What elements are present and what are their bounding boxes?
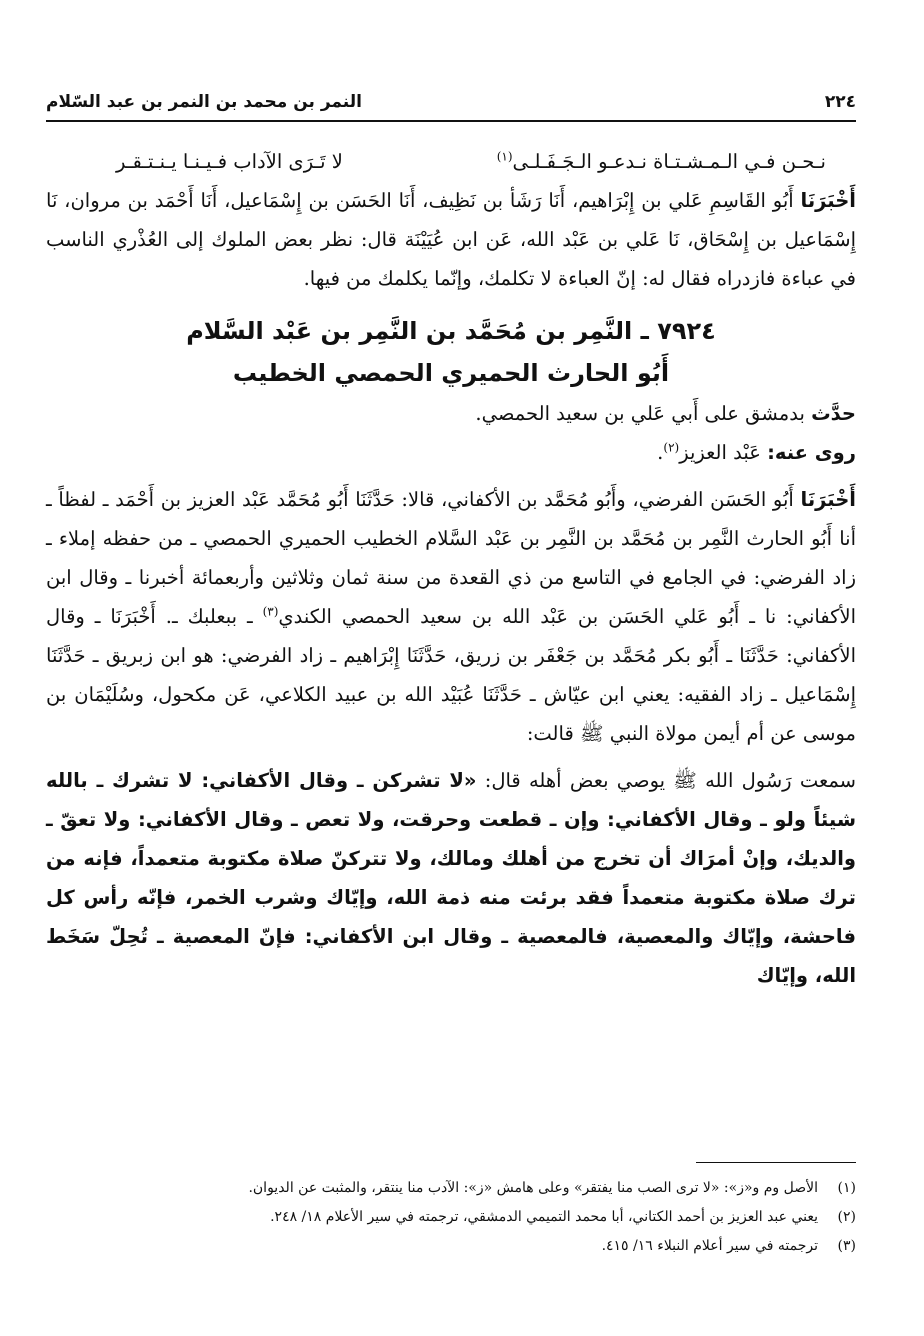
paragraph-3-bold-text: «لا تشركن ـ وقال الأكفاني: لا تشرك ـ بالله شيئاً ولو ـ وقال الأكفاني: وإن ـ قطعت وحرقت، ولا تعص ـ وقال الأكفاني: ولا تعقّ ـ والديك، وإنْ أمرَاك أن تخرج من أهلك ومالك، ولا تتركنّ صلاة مكتوبة متعمداً، فإنه من ترك صلاة مكتوبة متعمداً فقد برئت منه ذمة الله، وإيّاك وشرب الخمر، فإنّه رأس كل فاحشة، وإيّاك والمعصية، فالمعصية ـ وقال ابن الأكفاني: فإنّ المعصية ـ تُحِلّ سَخَط الله، وإيّاك xyxy=(46,769,856,987)
page-header xyxy=(46,76,856,112)
footnote-number: (٢) xyxy=(837,1209,856,1225)
paragraph-3-intro: سمعت رَسُول الله ﷺ يوصي بعض أهله قال: xyxy=(476,769,856,792)
footnote-rule xyxy=(696,1162,856,1163)
running-title: النمر بن محمد بن النمر بن عبد السّلام xyxy=(46,92,362,112)
footnote-3 xyxy=(46,1232,856,1261)
footnote-number: (٣) xyxy=(837,1238,856,1254)
paragraph-1-text: أَبُو القَاسِمِ عَلي بن إِبْرَاهيم، أَنَا رَشَأ بن نَظِيف، أَنَا الحَسَن بن إِسْمَاعيل، أَنَا أَحْمَد بن مروان، نَا إِسْمَاعيل بن إِسْحَاق، نَا عَلي بن عَبْد الله، عَن ابن عُيَيْنَة قال: نظر بعض الملوك إلى العُذْري الناسب في عباءة فازدراه فقال له: إنّ العباءة لا تكلمك، وإنّما يكلمك من فيها. xyxy=(46,189,856,290)
haddatha-lead: حدَّث xyxy=(811,402,856,425)
footnote-ref-3[interactable]: (٣) xyxy=(262,604,279,619)
paragraph-1-lead: أَخْبَرَنَا xyxy=(800,189,856,212)
footnote-ref-2[interactable]: (٢) xyxy=(663,440,680,455)
page-number: ٢٢٤ xyxy=(824,92,856,112)
rawa-lead: روى عنه: xyxy=(767,441,856,464)
entry-title-line-2: أَبُو الحارث الحميري الحمصي الخطيب xyxy=(232,359,670,387)
haddatha-line xyxy=(46,394,856,433)
haddatha-text: بدمشق على أَبي عَلي بن سعيد الحمصي. xyxy=(475,402,812,425)
header-rule xyxy=(46,120,856,122)
paragraph-1 xyxy=(46,181,856,298)
paragraph-2-lead: أَخْبَرَنَا xyxy=(800,488,856,511)
spacer xyxy=(46,472,856,480)
poem-hemistich-right: نـحـن فـي الـمـشـتـاة نـدعـو الـجَـفَـلـى$^{(١)}$ xyxy=(496,149,826,173)
rawa-tail: . xyxy=(657,441,664,464)
spacer xyxy=(46,753,856,761)
footnotes xyxy=(46,1174,856,1261)
paragraph-2-text-b: ـ ببعلبك ـ. أَخْبَرَنَا ـ وقال الأكفاني: حَدَّثَنَا ـ أَبُو بكر مُحَمَّد بن جَعْفَر بن زريق، حَدَّثَنَا إِبْرَاهيم ـ زاد الفرضي: هو ابن زبريق ـ حَدَّثَنَا إِسْمَاعيل ـ زاد الفقيه: يعني ابن عيّاش ـ حَدَّثَنَا عُبَيْد الله بن عبيد الكلاعي، عَن مكحول، وسُلَيْمَان بن موسى عن أم أيمن مولاة النبي ﷺ قالت: xyxy=(46,605,856,745)
footnote-ref-1[interactable]: (١) xyxy=(496,149,513,164)
paragraph-2 xyxy=(46,480,856,753)
footnote-text: الأصل وم و«ز»: «لا ترى الصب منا يفتقر» وعلى هامش «ز»: الآدب منا ينتقر، والمثبت عن الديوان. xyxy=(248,1180,818,1196)
rawa-line xyxy=(46,433,856,472)
footnote-number: (١) xyxy=(837,1180,856,1196)
footnote-text: ترجمته في سير أعلام النبلاء ١٦/ ٤١٥. xyxy=(601,1238,818,1254)
main-text xyxy=(46,142,856,995)
paragraph-2-text-a: أَبُو الحَسَن الفرضي، وأَبُو مُحَمَّد بن الأكفاني، قالا: حَدَّثَنَا أَبُو مُحَمَّد عَبْد العزيز بن أَحْمَد ـ لفظاً ـ أنا أَبُو الحارث النَّمِر بن مُحَمَّد بن النَّمِر بن عَبْد السَّلام الخطيب الحميري الحمصي ـ من حفظه إملاء ـ زاد الفرضي: في الجامع في التاسع من ذي القعدة من سنة ثمان وثلاثين وأربعمائة أخبرنا ـ وقال ابن الأكفاني: نا ـ أَبُو عَلي الحَسَن بن عَبْد الله بن سعيد الحمصي الكندي xyxy=(46,488,856,628)
footnote-text: يعني عبد العزيز بن أحمد الكتاني، أبا محمد التميمي الدمشقي، ترجمته في سير الأعلام ١٨/ ٢٤٨. xyxy=(270,1209,818,1225)
footnote-1 xyxy=(46,1174,856,1203)
footnote-2 xyxy=(46,1203,856,1232)
paragraph-3 xyxy=(46,761,856,995)
poem-verse xyxy=(46,142,856,181)
entry-title-line-1: ٧٩٢٤ ـ النَّمِر بن مُحَمَّد بن النَّمِر بن عَبْد السَّلام xyxy=(186,317,716,345)
poem-hemistich-left: لا تَـرَى الآداب فـيـنـا يـنـتـقـر xyxy=(116,150,343,173)
rawa-text: عَبْد العزيز xyxy=(679,441,768,464)
